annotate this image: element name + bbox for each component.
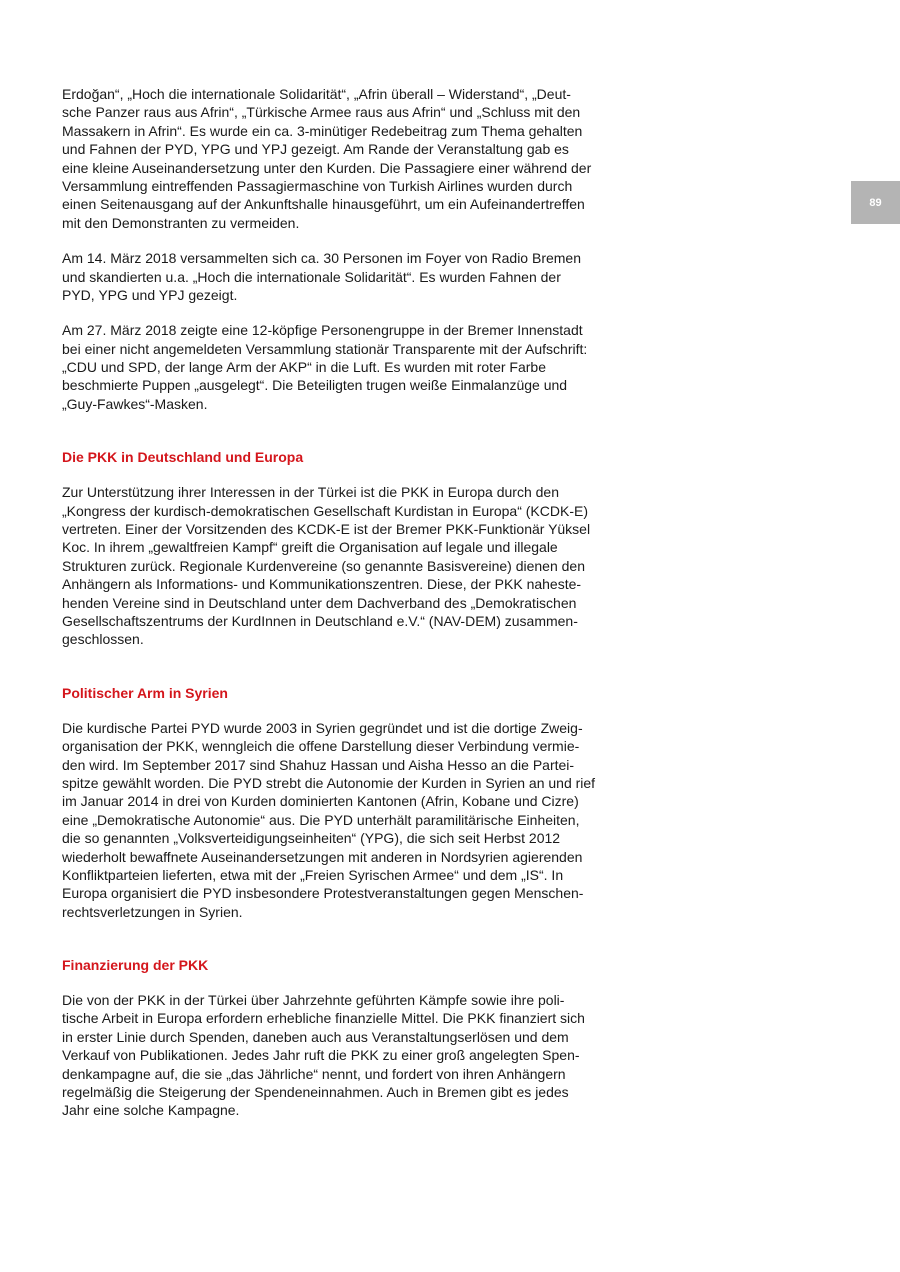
page-number: 89 <box>851 181 900 224</box>
text-line: „Kongress der kurdisch-demokratischen Gesellschaft Kurdistan in Europa“ (KCDK-E) <box>62 502 588 519</box>
document-body <box>62 85 622 1137</box>
text-line: Europa organisiert die PYD insbesondere Protestveranstaltungen gegen Menschen- <box>62 885 584 902</box>
text-line: denkampagne auf, die sie „das Jährliche“ nennt, und fordert von ihren Anhängern <box>62 1065 566 1082</box>
paragraph-radio-bremen <box>62 249 622 304</box>
text-line: und skandierten u.a. „Hoch die internationale Solidarität“. Es wurden Fahnen der <box>62 268 561 285</box>
text-line: und Fahnen der PYD, YPG und YPJ gezeigt. Am Rande der Veranstaltung gab es <box>62 141 569 158</box>
text-line: PYD, YPG und YPJ gezeigt. <box>62 286 238 303</box>
text-line: in erster Linie durch Spenden, daneben auch aus Veranstaltungserlösen und dem <box>62 1028 569 1045</box>
text-line: Erdoğan“, „Hoch die internationale Solidarität“, „Afrin überall – Widerstand“, „Deut- <box>62 86 571 102</box>
text-line: regelmäßig die Steigerung der Spendeneinnahmen. Auch in Bremen gibt es jedes <box>62 1084 569 1101</box>
text-line: Massakern in Afrin“. Es wurde ein ca. 3-minütiger Redebeitrag zum Thema gehalten <box>62 122 583 139</box>
text-line: Versammlung eintreffenden Passagiermaschine von Turkish Airlines wurden durch <box>62 177 573 194</box>
text-line: den wird. Im September 2017 sind Shahuz Hassan und Aisha Hesso an die Partei- <box>62 756 575 773</box>
text-line: mit den Demonstranten zu vermeiden. <box>62 214 300 231</box>
section-heading-pkk-europa: Die PKK in Deutschland und Europa <box>62 449 304 466</box>
text-line: eine „Demokratische Autonomie“ aus. Die PYD unterhält paramilitärische Einheiten, <box>62 811 580 828</box>
text-line: rechtsverletzungen in Syrien. <box>62 903 243 920</box>
paragraph-afrin-protest <box>62 85 622 232</box>
text-line: die so genannten „Volksverteidigungseinheiten“ (YPG), die sich seit Herbst 2012 <box>62 830 561 847</box>
section-heading-finanzierung: Finanzierung der PKK <box>62 957 209 974</box>
text-line: Konfliktparteien lieferten, etwa mit der „Freien Syrischen Armee“ und dem „IS“. In <box>62 866 564 883</box>
text-line: „CDU und SPD, der lange Arm der AKP“ in die Luft. Es wurden mit roter Farbe <box>62 359 546 376</box>
text-line: henden Vereine sind in Deutschland unter dem Dachverband des „Demokratischen <box>62 594 577 611</box>
text-line: eine kleine Auseinandersetzung unter den Kurden. Die Passagiere einer während der <box>62 159 592 176</box>
text-line: Verkauf von Publikationen. Jedes Jahr ruft die PKK zu einer groß angelegten Spen- <box>62 1047 580 1064</box>
text-line: „Guy-Fawkes“-Masken. <box>62 395 208 412</box>
text-line: Strukturen zurück. Regionale Kurdenvereine (so genannte Basisvereine) dienen den <box>62 557 585 574</box>
text-line: wiederholt bewaffnete Auseinandersetzungen mit anderen in Nordsyrien agierenden <box>62 848 583 865</box>
text-line: Anhängern als Informations- und Kommunikationszentren. Diese, der PKK naheste- <box>62 576 582 593</box>
text-line: Gesellschaftszentrums der KurdInnen in Deutschland e.V.“ (NAV-DEM) zusammen- <box>62 612 578 629</box>
text-line: beschmierte Puppen „ausgelegt“. Die Beteiligten trugen weiße Einmalanzüge und <box>62 377 568 394</box>
text-line: sche Panzer raus aus Afrin“, „Türkische Armee raus aus Afrin“ und „Schluss mit den <box>62 104 581 121</box>
paragraph-syrien <box>62 719 622 921</box>
text-line: im Januar 2014 in drei von Kurden dominierten Kantonen (Afrin, Kobane und Cizre) <box>62 793 579 810</box>
text-line: organisation der PKK, wenngleich die offene Darstellung dieser Verbindung vermie- <box>62 738 580 755</box>
text-line: einen Seitenausgang auf der Ankunftshalle hinausgeführt, um ein Aufeinandertreffen <box>62 196 585 213</box>
paragraph-pkk-europa <box>62 483 622 649</box>
text-line: Jahr eine solche Kampagne. <box>62 1102 240 1119</box>
text-line: Zur Unterstützung ihrer Interessen in der Türkei ist die PKK in Europa durch den <box>62 484 559 501</box>
text-line: Am 27. März 2018 zeigte eine 12-köpfige Personengruppe in der Bremer Innenstadt <box>62 322 583 339</box>
text-line: spitze gewählt worden. Die PYD strebt die Autonomie der Kurden in Syrien an und rief <box>62 774 596 791</box>
paragraph-innenstadt <box>62 321 622 413</box>
text-line: Die von der PKK in der Türkei über Jahrzehnte geführten Kämpfe sowie ihre poli- <box>62 992 565 1009</box>
text-line: vertreten. Einer der Vorsitzenden des KCDK-E ist der Bremer PKK-Funktionär Yüksel <box>62 521 591 538</box>
paragraph-finanzierung <box>62 991 622 1120</box>
text-line: geschlossen. <box>62 631 144 648</box>
section-heading-syrien: Politischer Arm in Syrien <box>62 684 228 701</box>
text-line: bei einer nicht angemeldeten Versammlung stationär Transparente mit der Aufschrift: <box>62 340 588 357</box>
text-line: Die kurdische Partei PYD wurde 2003 in Syrien gegründet und ist die dortige Zweig- <box>62 719 583 736</box>
text-line: Koc. In ihrem „gewaltfreien Kampf“ greift die Organisation auf legale und illegale <box>62 539 558 556</box>
text-line: Am 14. März 2018 versammelten sich ca. 30 Personen im Foyer von Radio Bremen <box>62 250 582 267</box>
text-line: tische Arbeit in Europa erfordern erhebliche finanzielle Mittel. Die PKK finanziert sich <box>62 1010 585 1027</box>
